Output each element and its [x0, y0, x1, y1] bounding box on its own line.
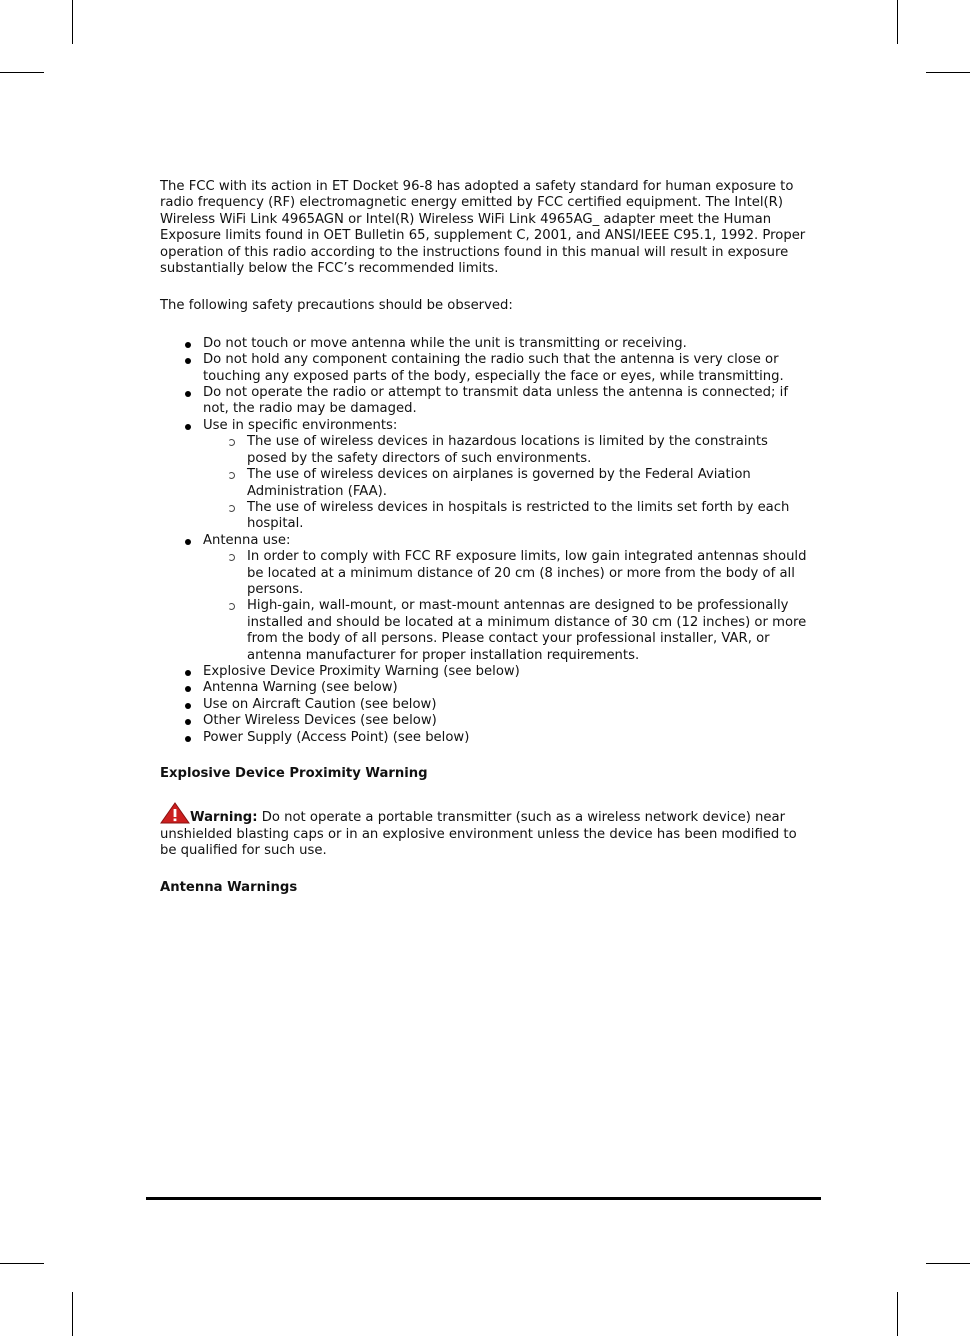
warning-label: Warning:	[190, 810, 258, 826]
sub-list-item	[247, 500, 810, 533]
crop-mark-bottom-left-vertical	[72, 1292, 73, 1336]
bullet-icon	[185, 686, 191, 692]
list-item-text: Use on Aircraft Caution (see below)	[203, 696, 437, 712]
bullet-icon	[185, 719, 191, 725]
list-item-text: Other Wireless Devices (see below)	[203, 713, 437, 729]
list-item-text: Use in specific environments:	[203, 417, 398, 433]
list-item-text: Explosive Device Proximity Warning (see below)	[203, 663, 520, 679]
sub-list-item	[247, 549, 810, 598]
list-item	[203, 697, 810, 713]
explosive-warning-paragraph	[160, 802, 810, 859]
sub-list-item-text: The use of wireless devices on airplanes is governed by the Federal Aviation Administration (FAA).	[247, 467, 751, 499]
list-item	[203, 730, 810, 746]
sub-list-item	[247, 598, 810, 664]
list-item	[203, 713, 810, 729]
list-item	[203, 418, 810, 533]
list-item-text: Do not touch or move antenna while the unit is transmitting or receiving.	[203, 335, 687, 351]
crop-mark-top-right-vertical	[897, 0, 898, 44]
bullet-icon	[185, 424, 191, 430]
list-item	[203, 385, 810, 418]
sub-bullet-icon	[228, 505, 235, 512]
list-item-text: Do not operate the radio or attempt to transmit data unless the antenna is connected; if not, the radio may be damaged.	[203, 385, 788, 417]
sub-list-item-text: In order to comply with FCC RF exposure limits, low gain integrated antennas should be located at a minimum distance of 20 cm (8 inches) or more from the body of all persons.	[247, 549, 807, 597]
crop-mark-top-left-horizontal	[0, 72, 44, 73]
sub-list-item	[247, 467, 810, 500]
precautions-list	[160, 336, 810, 746]
list-item	[203, 336, 810, 352]
bullet-icon	[185, 358, 191, 364]
bullet-icon	[185, 670, 191, 676]
warning-text: Do not operate a portable transmitter (such as a wireless network device) near unshielded blasting caps or in an explosive environment unless the device has been modified to be qualified for such use.	[160, 810, 797, 859]
list-item-text: Power Supply (Access Point) (see below)	[203, 729, 470, 745]
list-item-text: Antenna use:	[203, 532, 291, 548]
list-item-text: Antenna Warning (see below)	[203, 680, 398, 696]
intro-paragraph: The FCC with its action in ET Docket 96-8 has adopted a safety standard for human exposure to radio frequency (RF) electromagnetic energy emitted by FCC certified equipment. The Intel(R) Wireless WiFi Link 4965AGN or Intel(R) Wireless WiFi Link 4965AG_ adapter meet the Human Exposure limits found in OET Bulletin 65, supplement C, 2001, and ANSI/IEEE C95.1, 1992. Proper operation of this radio according to the instructions found in this manual will result in exposure substantially below the FCC’s recommended limits.	[160, 179, 806, 277]
footer-divider	[146, 1197, 821, 1200]
sub-bullet-icon	[228, 472, 235, 479]
precautions-lead: The following safety precautions should be observed:	[160, 298, 513, 314]
crop-mark-top-right-horizontal	[926, 72, 970, 73]
sub-bullet-icon	[228, 603, 235, 610]
list-item	[203, 533, 810, 664]
crop-mark-top-left-vertical	[72, 0, 73, 44]
page-content	[160, 179, 810, 896]
sub-bullet-icon	[228, 439, 235, 446]
warning-triangle-icon	[160, 802, 190, 824]
bullet-icon	[185, 342, 191, 348]
antenna-use-sublist	[203, 549, 810, 664]
list-item	[203, 664, 810, 680]
list-item	[203, 680, 810, 696]
sub-bullet-icon	[228, 554, 235, 561]
bullet-icon	[185, 736, 191, 742]
bullet-icon	[185, 539, 191, 545]
crop-mark-bottom-right-horizontal	[926, 1263, 970, 1264]
crop-mark-bottom-right-vertical	[897, 1292, 898, 1336]
sub-list-item-text: The use of wireless devices in hazardous locations is limited by the constraints posed by the safety directors of such environments.	[247, 434, 768, 466]
bullet-icon	[185, 391, 191, 397]
environments-sublist	[203, 434, 810, 532]
antenna-warnings-heading: Antenna Warnings	[160, 879, 298, 895]
list-item-text: Do not hold any component containing the radio such that the antenna is very close or touching any exposed parts of the body, especially the face or eyes, while transmitting.	[203, 352, 784, 384]
sub-list-item-text: High-gain, wall-mount, or mast-mount antennas are designed to be professionally installed and should be located at a minimum distance of 30 cm (12 inches) or more from the body of all persons. Please contact your professional installer, VAR, or antenna manufacturer for proper installation requirements.	[247, 598, 807, 663]
crop-mark-bottom-left-horizontal	[0, 1263, 44, 1264]
explosive-warning-heading: Explosive Device Proximity Warning	[160, 766, 428, 781]
sub-list-item	[247, 434, 810, 467]
bullet-icon	[185, 703, 191, 709]
sub-list-item-text: The use of wireless devices in hospitals is restricted to the limits set forth by each hospital.	[247, 499, 790, 532]
list-item	[203, 352, 810, 385]
